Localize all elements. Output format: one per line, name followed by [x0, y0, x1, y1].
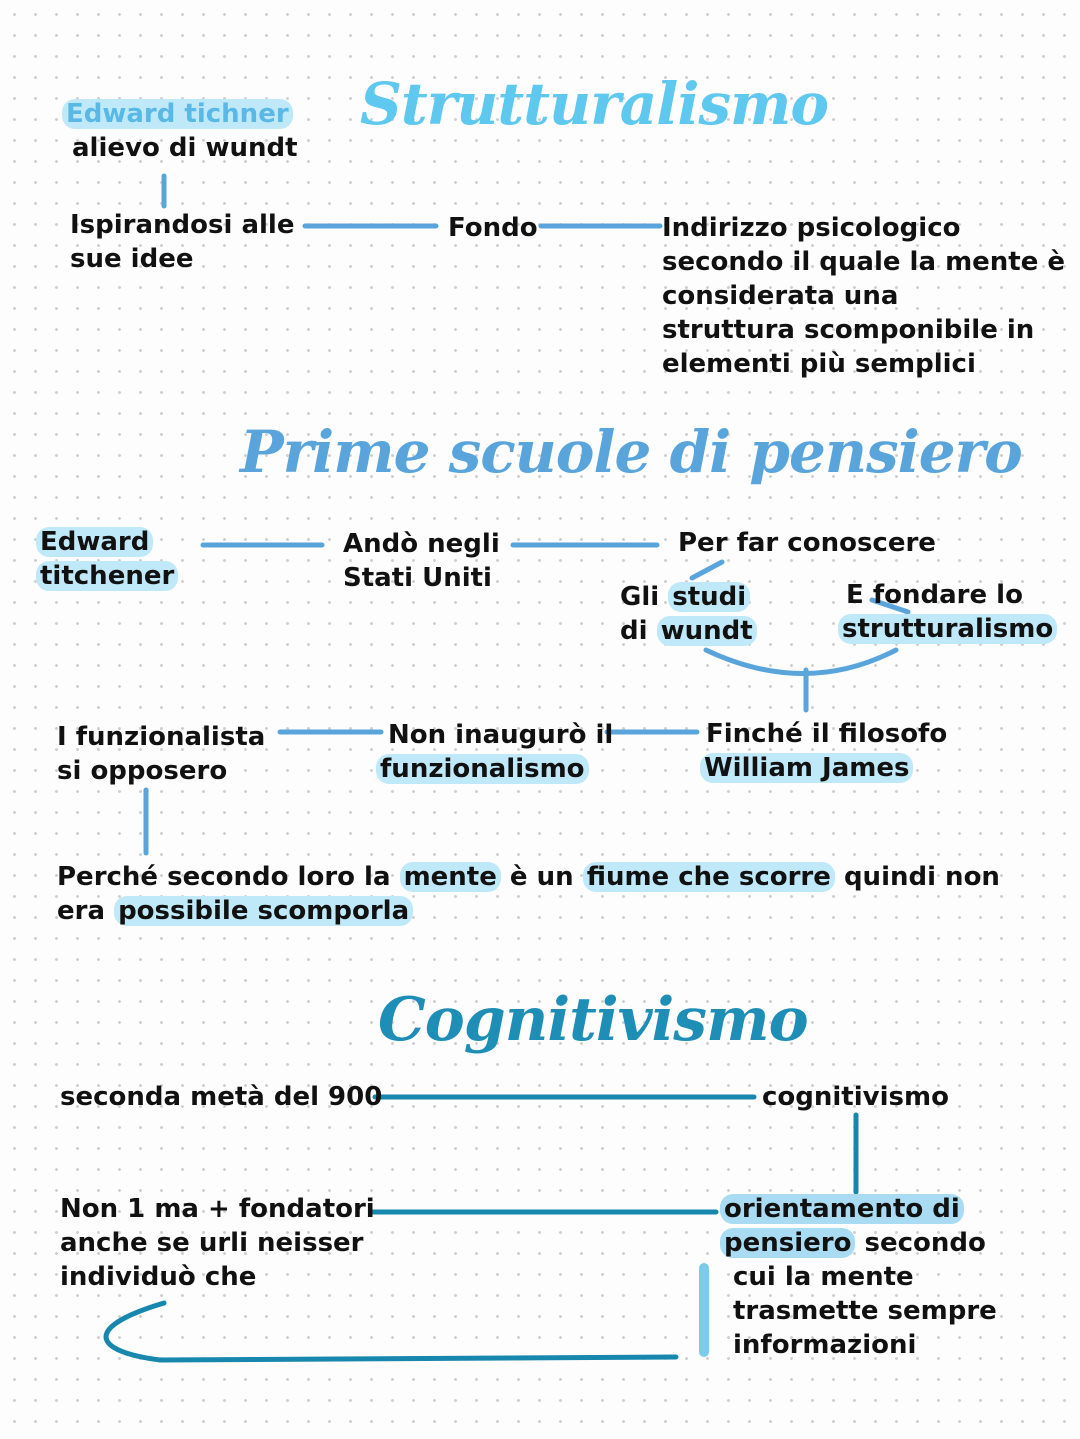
- orientation-rest-2: secondo: [855, 1228, 986, 1258]
- not-text: [376, 718, 613, 786]
- funzionalismo-highlight: funzionalismo: [376, 754, 589, 784]
- opposed-text: [57, 720, 265, 788]
- definition-line-3: considerata una: [662, 281, 899, 311]
- title-prime-scuole: Prime scuole di pensiero: [240, 418, 1022, 486]
- studies-highlight: studi: [668, 582, 750, 612]
- found-text: [838, 578, 1057, 646]
- because-part-4: era: [57, 896, 115, 926]
- went-line-2: Stati Uniti: [343, 563, 492, 593]
- orientation-text: [720, 1192, 997, 1362]
- curve-fondatori-link: [106, 1303, 676, 1360]
- found-line-1: E fondare lo: [846, 580, 1023, 610]
- author-label: [62, 97, 293, 131]
- author-note: alievo di wundt: [72, 133, 298, 163]
- inspired-line-1: Ispirandosi alle: [70, 210, 295, 240]
- studies-pre-2: di: [620, 616, 657, 646]
- william-james-highlight: William James: [700, 753, 913, 783]
- fiume-highlight: fiume che scorre: [583, 862, 835, 892]
- until-line-1: Finché il filosofo: [706, 719, 948, 749]
- definition-text: [662, 211, 1065, 381]
- titchener-line-1: Edward: [36, 527, 153, 557]
- orientation-line-4: trasmette sempre: [733, 1296, 997, 1326]
- cognitivismo-label: cognitivismo: [762, 1082, 949, 1112]
- founders-line-1: Non 1 ma + fondatori: [60, 1194, 375, 1224]
- went-line-1: Andò negli: [343, 529, 500, 559]
- went-text: [343, 527, 500, 595]
- connector-perfar-studi: [692, 562, 722, 578]
- title-strutturalismo: Strutturalismo: [360, 70, 829, 138]
- scomporla-highlight: possibile scomporla: [114, 896, 413, 926]
- studies-pre-1: Gli: [620, 582, 669, 612]
- founders-line-2: anche se urli neisser: [60, 1228, 364, 1258]
- period-text: seconda metà del 900: [60, 1082, 383, 1112]
- orientation-line-5: informazioni: [733, 1330, 917, 1360]
- definition-line-4: struttura scomponibile in: [662, 315, 1035, 345]
- inspired-text: [70, 208, 294, 276]
- purpose-text: Per far conoscere: [678, 528, 936, 558]
- founders-line-3: individuò che: [60, 1262, 257, 1292]
- wundt-highlight: wundt: [657, 616, 757, 646]
- strutturalismo-highlight: strutturalismo: [838, 614, 1057, 644]
- titchener-label: [36, 525, 178, 593]
- founded-label: Fondo: [448, 213, 538, 243]
- definition-line-5: elementi più semplici: [662, 349, 976, 379]
- bracket-studi-fondare: [706, 650, 896, 674]
- definition-line-1: Indirizzo psicologico: [662, 213, 961, 243]
- titchener-line-2: titchener: [36, 561, 178, 591]
- orientation-line-3: cui la mente: [733, 1262, 914, 1292]
- not-line-1: Non inaugurò il: [388, 720, 614, 750]
- founders-text: [60, 1192, 375, 1294]
- inspired-line-2: sue idee: [70, 244, 194, 274]
- because-part-1: Perché secondo loro la: [57, 862, 400, 892]
- mente-highlight: mente: [400, 862, 501, 892]
- definition-line-2: secondo il quale la mente è: [662, 247, 1066, 277]
- opposed-line-2: si opposero: [57, 756, 228, 786]
- orientation-highlight-1: orientamento di: [720, 1194, 964, 1224]
- until-text: [700, 717, 947, 785]
- because-part-3: quindi non: [834, 862, 1000, 892]
- author-highlight: Edward tichner: [62, 99, 293, 129]
- studies-text: [620, 580, 757, 648]
- title-cognitivismo: Cognitivismo: [378, 985, 808, 1055]
- orientation-highlight-2: pensiero: [720, 1228, 855, 1258]
- opposed-line-1: I funzionalista: [57, 722, 266, 752]
- because-part-2: è un: [500, 862, 583, 892]
- because-text: [57, 860, 1000, 928]
